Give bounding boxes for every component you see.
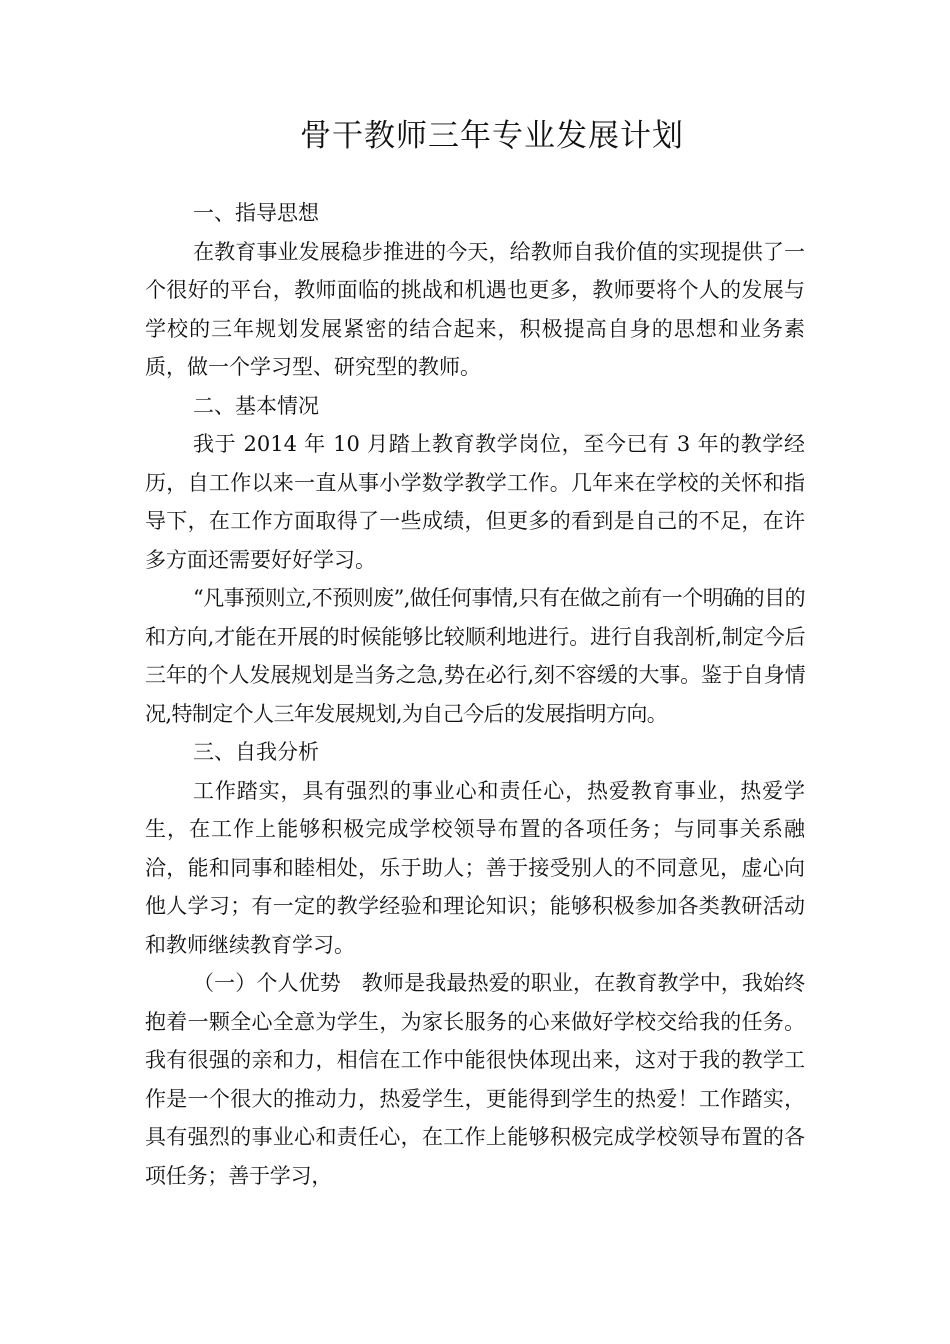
- paragraph-basic-situation: 我于 2014 年 10 月踏上教育教学岗位，至今已有 3 年的教学经历，自工作以来一直从事小学数学教学工作。几年来在学校的关怀和指导下，在工作方面取得了一些成绩，但更多的看到是自己的不足，在许多方面还需要好好学习。: [145, 432, 805, 572]
- section-heading-guiding-ideology: 一、指导思想: [193, 201, 319, 225]
- paragraph-guiding-ideology: 在教育事业发展稳步推进的今天，给教师自我价值的实现提供了一个很好的平台，教师面临的挑战和机遇也更多，教师要将个人的发展与学校的三年规划发展紧密的结合起来，积极提高自身的思想和业务素质，做一个学习型、研究型的教师。: [145, 239, 805, 379]
- paragraph-self-analysis: 工作踏实，具有强烈的事业心和责任心，热爱教育事业，热爱学生，在工作上能够积极完成学校领导布置的各项任务；与同事关系融洽，能和同事和睦相处，乐于助人；善于接受别人的不同意见，虚心向他人学习；有一定的教学经验和理论知识；能够积极参加各类教研活动和教师继续教育学习。: [145, 778, 805, 957]
- section-heading-basic-situation: 二、基本情况: [193, 393, 319, 418]
- document-title: 骨干教师三年专业发展计划: [300, 118, 684, 154]
- section-heading-self-analysis: 三、自我分析: [193, 740, 319, 764]
- paragraph-planning-motto: “凡事预则立,不预则废”,做任何事情,只有在做之前有一个明确的目的和方向,才能在开展的时候能够比较顺利地进行。进行自我剖析,制定今后三年的个人发展规划是当务之急,势在必行,刻不容缓的大事。鉴于自身情况,特制定个人三年发展规划,为自己今后的发展指明方向。: [145, 586, 805, 726]
- document-body: [145, 194, 805, 1195]
- paragraph-personal-strengths: （一）个人优势 教师是我最热爱的职业，在教育教学中，我始终抱着一颗全心全意为学生，为家长服务的心来做好学校交给我的任务。我有很强的亲和力，相信在工作中能很快体现出来，这对于我的教学工作是一个很大的推动力，热爱学生，更能得到学生的热爱！工作踏实，具有强烈的事业心和责任心，在工作上能够积极完成学校领导布置的各项任务；善于学习，: [145, 971, 805, 1188]
